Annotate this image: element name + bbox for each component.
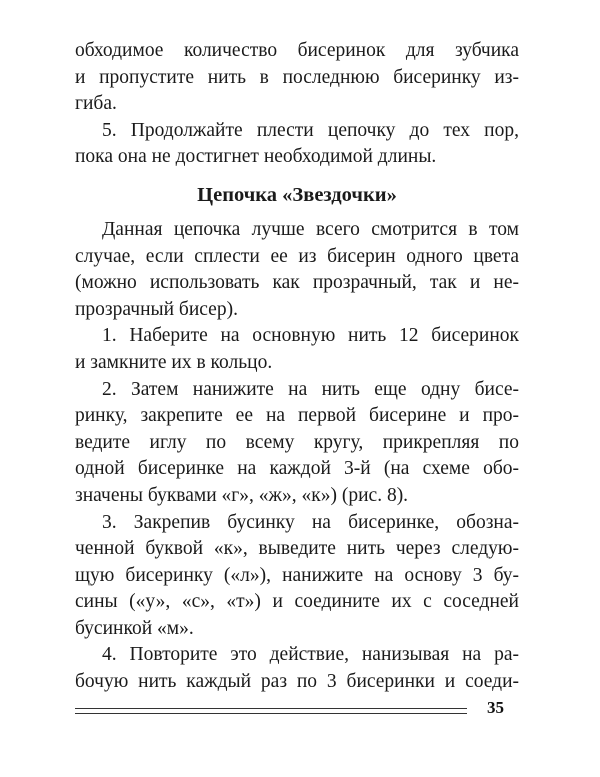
text-line: гиба. — [75, 93, 117, 115]
text-line: ведите иглу по всему кругу, прикрепляя по — [75, 431, 519, 453]
text-line: случае, если сплести ее из бисерин одного цвета — [75, 245, 519, 267]
text-block-section — [75, 217, 519, 696]
text-block-continued — [75, 38, 519, 171]
text-line: бочую нить каждый раз по 3 бисеринки и соеди- — [75, 671, 519, 693]
text-line: ринку, закрепите ее на первой бисерине и про- — [75, 405, 519, 427]
text-line: 4. Повторите это действие, нанизывая на ра- — [102, 644, 519, 666]
text-line: 5. Продолжайте плести цепочку до тех пор, — [102, 119, 519, 141]
footer-rule-top — [75, 708, 467, 709]
text-line: бусинкой «м». — [75, 617, 194, 639]
section-heading: Цепочка «Звездочки» — [197, 183, 397, 206]
text-line: одной бисеринке на каждой 3-й (на схеме обо- — [75, 458, 519, 480]
text-line: значены буквами «г», «ж», «к») (рис. 8). — [75, 484, 409, 506]
page-footer — [75, 698, 527, 718]
text-line: Данная цепочка лучше всего смотрится в том — [102, 218, 519, 240]
text-line: обходимое количество бисеринок для зубчика — [75, 40, 519, 61]
footer-rule-bottom — [75, 713, 467, 714]
text-line: ченной буквой «к», выведите нить через следую- — [75, 538, 519, 560]
text-line: (можно использовать как прозрачный, так и не- — [75, 272, 519, 294]
text-line: 3. Закрепив бусинку на бисеринке, обозна- — [102, 511, 519, 533]
text-line: 1. Наберите на основную нить 12 бисеринок — [102, 325, 519, 347]
text-line: пока она не достигнет необходимой длины. — [75, 146, 437, 168]
text-line: и замкните их в кольцо. — [75, 351, 273, 373]
text-line: щую бисеринку («л»), нанижите на основу 3 бу- — [75, 564, 519, 586]
text-line: 2. Затем нанижите на нить еще одну бисе- — [102, 378, 519, 400]
page-number: 35 — [487, 698, 504, 717]
text-line: и пропустите нить в последнюю бисеринку из- — [75, 66, 519, 88]
page-body — [75, 38, 519, 696]
text-line: сины («у», «с», «т») и соедините их с соседней — [75, 591, 519, 613]
text-line: прозрачный бисер). — [75, 298, 238, 320]
